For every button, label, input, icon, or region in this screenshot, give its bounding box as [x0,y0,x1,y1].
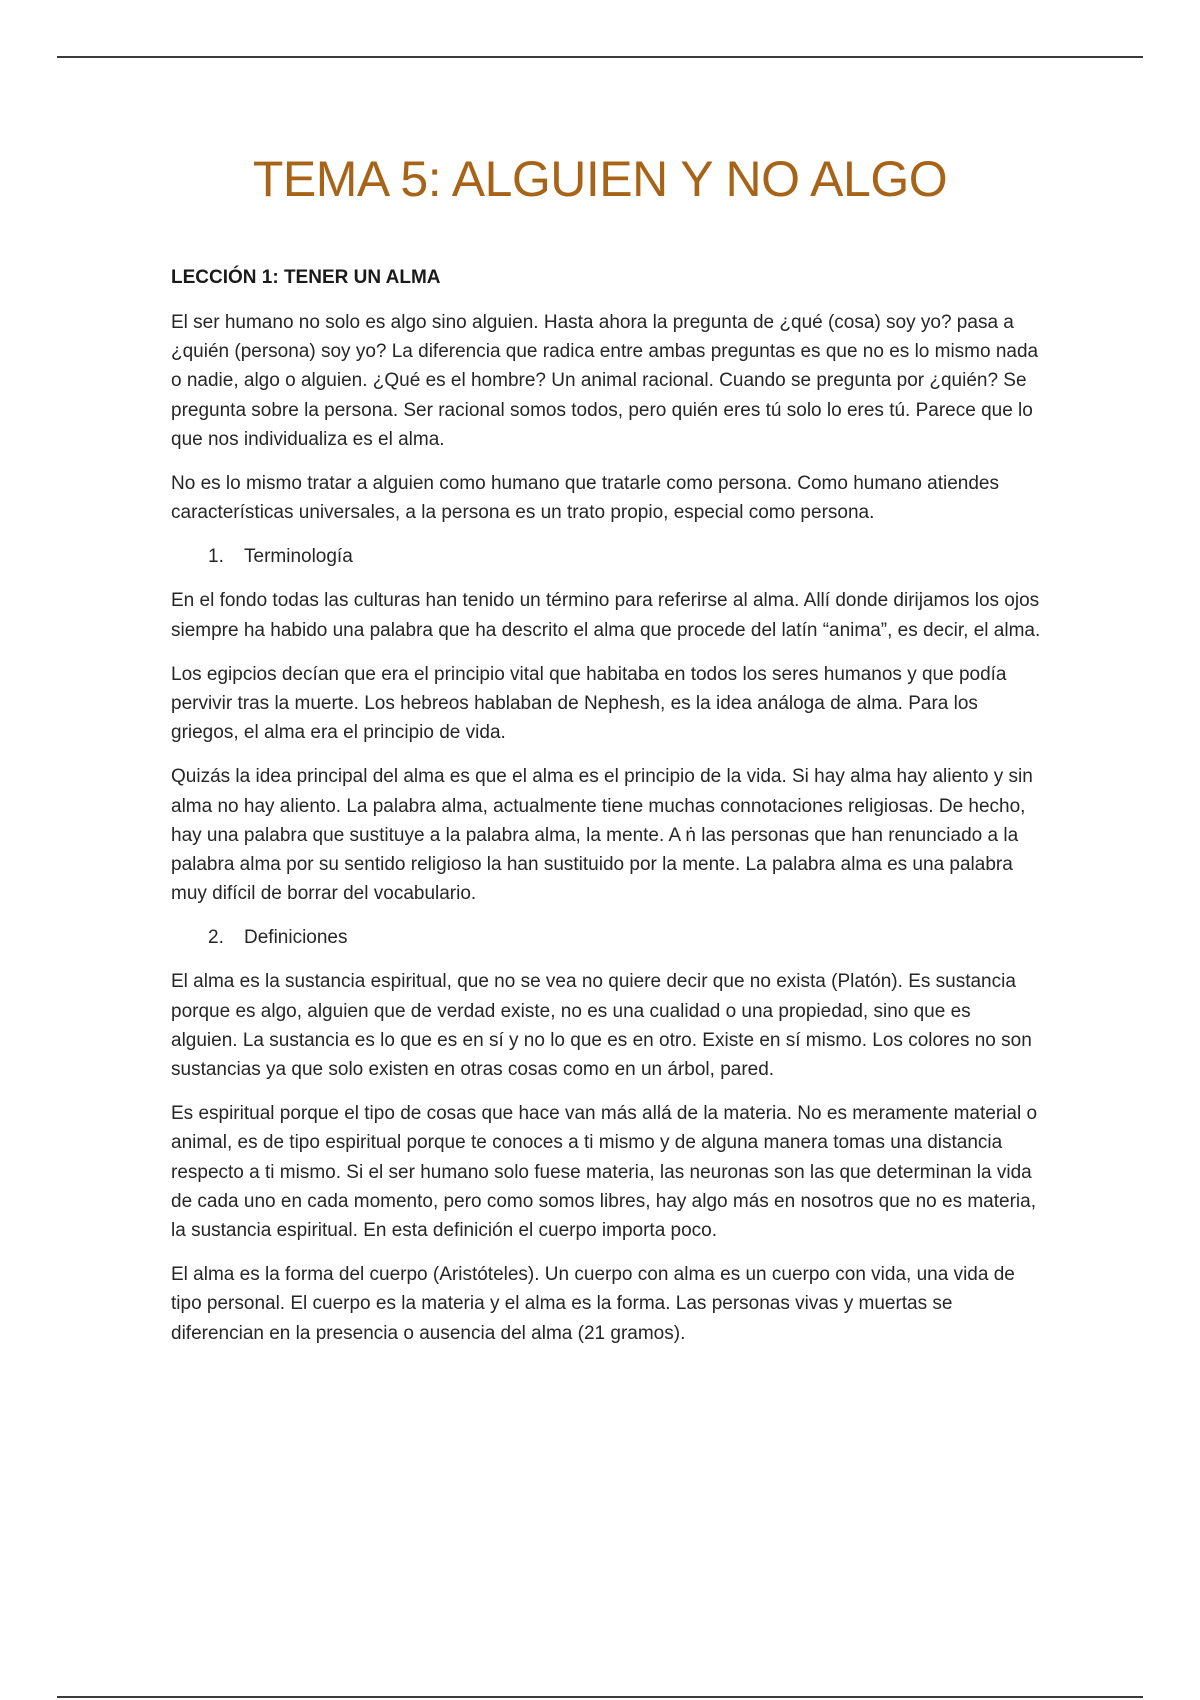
paragraph: Los egipcios decían que era el principio vital que habitaba en todos los seres humanos y que podía pervivir tras la muerte. Los hebreos hablaban de Nephesh, es la idea análoga de alma. Para los griegos, el alma era el principio de vida. [171,663,1007,744]
paragraph: En el fondo todas las culturas han tenido un término para referirse al alma. Allí donde dirijamos los ojos siempre ha habido una palabra que ha descrito el alma que procede del latín “anima”, es decir, el alma. [171,590,1041,641]
paragraph: No es lo mismo tratar a alguien como humano que tratarle como persona. Como humano atiendes características universales, a la persona es un trato propio, especial como persona. [171,473,999,524]
list-item-definiciones [171,923,1041,952]
paragraph: El alma es la forma del cuerpo (Aristóteles). Un cuerpo con alma es un cuerpo con vida, una vida de tipo personal. El cuerpo es la materia y el alma es la forma. Las personas vivas y muertas se diferencian en la presencia o ausencia del alma (21 gramos). [171,1264,1015,1344]
page-title: TEMA 5: ALGUIEN Y NO ALGO [252,151,948,207]
lesson-heading: LECCIÓN 1: TENER UN ALMA [171,267,441,288]
list-label: Definiciones [244,927,348,949]
document-body [171,264,1041,1363]
paragraph: El ser humano no solo es algo sino alguien. Hasta ahora la pregunta de ¿qué (cosa) soy yo? pasa a ¿quién (persona) soy yo? La diferencia que radica entre ambas preguntas es que no es lo mismo nada o nadie, algo o alguien. ¿Qué es el hombre? Un animal racional. Cuando se pregunta por ¿quién? Se pregunta sobre la persona. Ser racional somos todos, pero quién eres tú solo lo eres tú. Parece que lo que nos individualiza es el alma. [171,312,1039,450]
list-number: 1. [208,546,224,568]
list-number: 2. [208,927,224,949]
bottom-rule [57,1696,1143,1698]
list-label: Terminología [244,546,353,568]
top-rule [57,56,1143,58]
list-item-terminologia [171,542,1041,571]
paragraph: Quizás la idea principal del alma es que el alma es el principio de la vida. Si hay alma hay aliento y sin alma no hay aliento. La palabra alma, actualmente tiene muchas connotaciones religiosas. De hecho, hay una palabra que sustituye a la palabra alma, la mente. A ṅ las personas que han renunciado a la palabra alma por su sentido religioso la han sustituido por la mente. La palabra alma es una palabra muy difícil de borrar del vocabulario. [171,766,1033,905]
paragraph: Es espiritual porque el tipo de cosas que hace van más allá de la materia. No es meramente material o animal, es de tipo espiritual porque te conoces a ti mismo y de alguna manera tomas una distancia respecto a ti mismo. Si el ser humano solo fuese materia, las neuronas son las que determinan la vida de cada uno en cada momento, pero como somos libres, hay algo más en nosotros que no es materia, la sustancia espiritual. En esta definición el cuerpo importa poco. [171,1103,1038,1242]
paragraph: El alma es la sustancia espiritual, que no se vea no quiere decir que no exista (Platón). Es sustancia porque es algo, alguien que de verdad existe, no es una cualidad o una propiedad, sino que es alguien. La sustancia es lo que es en sí y no lo que es en otro. Existe en sí mismo. Los colores no son sustancias ya que solo existen en otras cosas como en un árbol, pared. [171,971,1032,1081]
